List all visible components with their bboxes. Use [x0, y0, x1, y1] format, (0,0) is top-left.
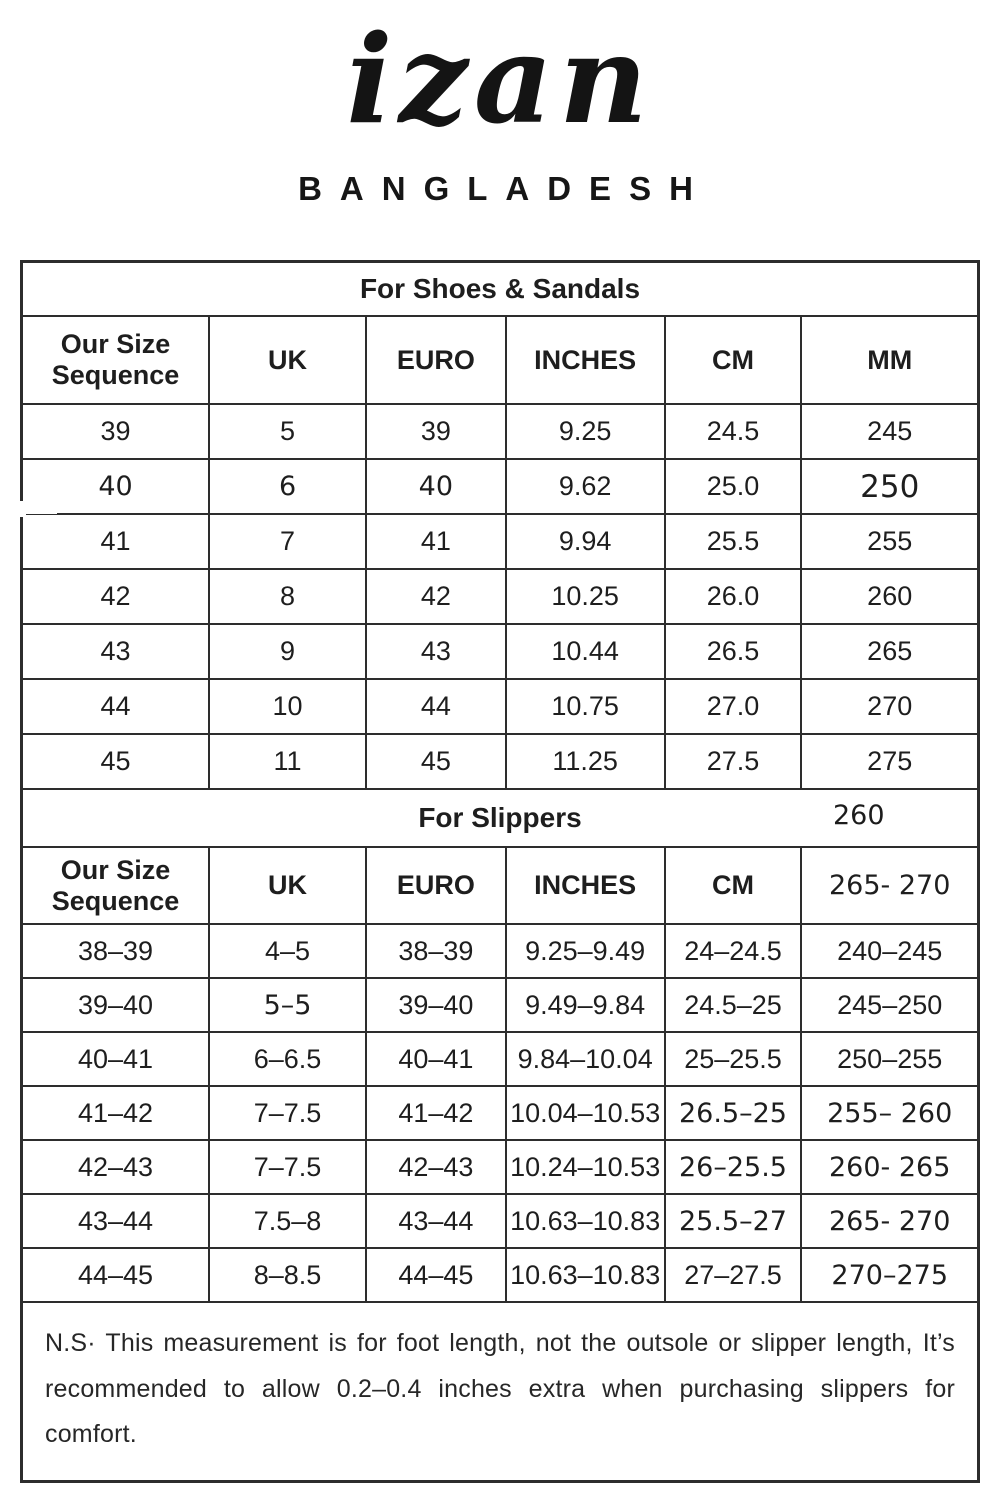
table-row [22, 404, 979, 459]
column-header: MM [801, 316, 978, 404]
table-cell: 7–7.5 [209, 1086, 366, 1140]
table-cell: 10.44 [506, 624, 665, 679]
table-cell: 10.63–10.83 [506, 1194, 665, 1248]
table-row [22, 569, 979, 624]
table-cell: 24.5–25 [665, 978, 802, 1032]
column-header: CM [665, 847, 802, 924]
slippers-table-title: For Slippers [22, 789, 979, 847]
column-header: Our Size Sequence [22, 847, 210, 924]
table-cell: 25–25.5 [665, 1032, 802, 1086]
table-cell: 44–45 [22, 1248, 210, 1302]
table-cell: 39–40 [22, 978, 210, 1032]
table-cell: 44 [366, 679, 506, 734]
brand-logo: izan [346, 7, 654, 151]
table-row [22, 1248, 979, 1302]
column-header: 265- 270 [801, 847, 978, 924]
table-cell: 10 [209, 679, 366, 734]
brand-subtitle: BANGLADESH [298, 170, 711, 207]
table-cell: 27.5 [665, 734, 802, 789]
table-cell: 260 [801, 569, 978, 624]
table-cell: 9.62 [506, 459, 665, 514]
table-cell: 5–5 [209, 978, 366, 1032]
table-cell: 38–39 [366, 924, 506, 978]
scan-artifact-line-gap [24, 505, 57, 514]
column-header: EURO [366, 316, 506, 404]
shoes-header-row [22, 316, 979, 404]
table-cell: 27–27.5 [665, 1248, 802, 1302]
table-cell: 43–44 [366, 1194, 506, 1248]
table-cell: 245–250 [801, 978, 978, 1032]
table-cell: 38–39 [22, 924, 210, 978]
table-cell: 39–40 [366, 978, 506, 1032]
note-line-1: N.S· This measurement is for foot length, not the outsole or slipper length, It’s [45, 1329, 955, 1357]
shoes-table-title-row [22, 262, 979, 317]
table-cell: 40 [366, 459, 506, 514]
table-cell: 255 [801, 514, 978, 569]
column-header: INCHES [506, 847, 665, 924]
table-cell: 240–245 [801, 924, 978, 978]
slippers-table-body [22, 924, 979, 1302]
table-cell: 40–41 [22, 1032, 210, 1086]
column-header: INCHES [506, 316, 665, 404]
note-box [22, 1302, 979, 1481]
table-cell: 265- 270 [801, 1194, 978, 1248]
table-cell: 8 [209, 569, 366, 624]
table-cell: 250–255 [801, 1032, 978, 1086]
table-cell: 9.49–9.84 [506, 978, 665, 1032]
note-line-2: recommended to allow 0.2–0.4 inches extra when purchasing slippers for comfort. [45, 1374, 955, 1448]
table-cell: 25.0 [665, 459, 802, 514]
table-cell: 24.5 [665, 404, 802, 459]
table-cell: 6 [209, 459, 366, 514]
table-row [22, 924, 979, 978]
size-chart-table [20, 260, 980, 1483]
table-cell: 255– 260 [801, 1086, 978, 1140]
slippers-header-row [22, 847, 979, 924]
table-cell: 25.5 [665, 514, 802, 569]
table-cell: 260- 265 [801, 1140, 978, 1194]
table-row [22, 624, 979, 679]
table-cell: 42 [22, 569, 210, 624]
shoes-table-body [22, 404, 979, 789]
column-header: UK [209, 316, 366, 404]
table-cell: 10.04–10.53 [506, 1086, 665, 1140]
table-cell: 275 [801, 734, 978, 789]
table-cell: 41 [366, 514, 506, 569]
table-cell: 42–43 [22, 1140, 210, 1194]
table-cell: 26.0 [665, 569, 802, 624]
stray-annotation-260: 260 [833, 800, 885, 831]
table-cell: 9 [209, 624, 366, 679]
column-header: Our Size Sequence [22, 316, 210, 404]
table-cell: 43 [22, 624, 210, 679]
table-row [22, 459, 979, 514]
table-cell: 11.25 [506, 734, 665, 789]
table-cell: 44–45 [366, 1248, 506, 1302]
table-row [22, 1032, 979, 1086]
table-cell: 245 [801, 404, 978, 459]
table-cell: 39 [22, 404, 210, 459]
table-cell: 24–24.5 [665, 924, 802, 978]
table-cell: 26.5–25 [665, 1086, 802, 1140]
table-cell: 270 [801, 679, 978, 734]
table-cell: 270–275 [801, 1248, 978, 1302]
table-cell: 5 [209, 404, 366, 459]
table-cell: 10.25 [506, 569, 665, 624]
table-cell: 27.0 [665, 679, 802, 734]
table-cell: 42–43 [366, 1140, 506, 1194]
table-cell: 11 [209, 734, 366, 789]
table-cell: 41–42 [22, 1086, 210, 1140]
table-cell: 42 [366, 569, 506, 624]
table-row [22, 1086, 979, 1140]
table-cell: 45 [366, 734, 506, 789]
table-row [22, 978, 979, 1032]
table-cell: 4–5 [209, 924, 366, 978]
column-header: EURO [366, 847, 506, 924]
table-cell: 26.5 [665, 624, 802, 679]
column-header: CM [665, 316, 802, 404]
table-row [22, 514, 979, 569]
table-cell: 9.25–9.49 [506, 924, 665, 978]
note-row [22, 1302, 979, 1481]
table-cell: 44 [22, 679, 210, 734]
table-cell: 43–44 [22, 1194, 210, 1248]
shoes-table-title: For Shoes & Sandals [22, 262, 979, 317]
table-cell: 6–6.5 [209, 1032, 366, 1086]
table-cell: 41 [22, 514, 210, 569]
column-header: UK [209, 847, 366, 924]
table-cell: 9.25 [506, 404, 665, 459]
table-cell: 9.94 [506, 514, 665, 569]
table-cell: 10.24–10.53 [506, 1140, 665, 1194]
table-cell: 8–8.5 [209, 1248, 366, 1302]
table-cell: 45 [22, 734, 210, 789]
table-cell: 10.63–10.83 [506, 1248, 665, 1302]
table-cell: 7.5–8 [209, 1194, 366, 1248]
table-cell: 10.75 [506, 679, 665, 734]
table-cell: 7–7.5 [209, 1140, 366, 1194]
table-cell: 43 [366, 624, 506, 679]
table-cell: 7 [209, 514, 366, 569]
table-row [22, 1140, 979, 1194]
table-cell: 39 [366, 404, 506, 459]
table-cell: 40 [22, 459, 210, 514]
table-row [22, 1194, 979, 1248]
table-cell: 40–41 [366, 1032, 506, 1086]
table-row [22, 734, 979, 789]
table-cell: 265 [801, 624, 978, 679]
table-cell: 9.84–10.04 [506, 1032, 665, 1086]
table-row [22, 679, 979, 734]
table-cell: 26–25.5 [665, 1140, 802, 1194]
table-cell: 41–42 [366, 1086, 506, 1140]
table-cell: 25.5–27 [665, 1194, 802, 1248]
table-cell: 250 [801, 459, 978, 514]
